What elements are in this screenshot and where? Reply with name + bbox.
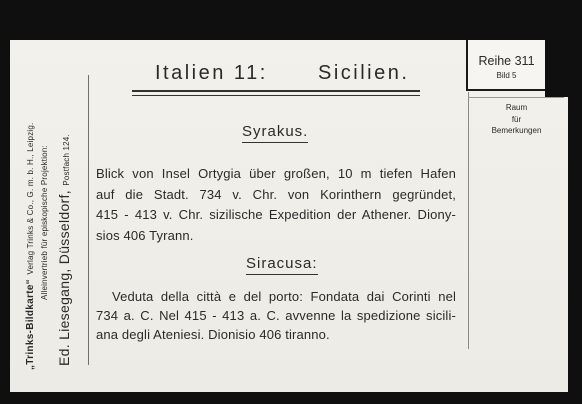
scan-background-corner xyxy=(545,0,582,97)
remarks-label-line: Raum xyxy=(505,103,528,112)
italian-text-line: ana degli Ateniesi. Dionisio 406 tiranno. xyxy=(96,327,330,342)
italian-text-line: Veduta della città e del porto: Fondata dai Corinti nel xyxy=(112,289,456,304)
title-underline-lower xyxy=(132,95,420,97)
series-number: Reihe 311 xyxy=(478,54,535,68)
remarks-box xyxy=(470,102,563,137)
remarks-top-rule xyxy=(468,97,564,98)
card-title-series: Italien 11: xyxy=(155,62,268,84)
italian-heading: Siracusa: xyxy=(246,256,318,275)
german-text-line: Blick von Insel Ortygia über großen, 10 m tiefen Hafen xyxy=(96,166,456,181)
german-text-line: auf die Stadt. 734 v. Chr. von Korinthern gegründet, xyxy=(96,186,456,202)
german-description xyxy=(96,164,456,246)
imprint-brand: „Trinks-Bildkarte“ xyxy=(25,279,36,370)
italian-text-line: 734 a. C. Nel 415 - 413 a. C. avvenne la spedizione sicili- xyxy=(96,308,456,323)
imprint-line-3 xyxy=(57,134,73,366)
imprint-line-1 xyxy=(21,123,37,370)
card-title-region: Sicilien. xyxy=(318,62,410,84)
imprint-distribution: Alleinvertrieb für episkopische Projektion: xyxy=(40,145,49,300)
remarks-column-rule xyxy=(468,92,469,349)
german-text-line: 415 - 413 v. Chr. sizilische Expedition der Athener. Diony- xyxy=(96,207,456,222)
italian-description xyxy=(96,287,456,344)
imprint-publisher: Verlag Trinks & Co., G. m. b. H., Leipzig. xyxy=(26,122,35,275)
imprint-postbox: Postfach 124. xyxy=(62,134,71,186)
german-heading: Syrakus. xyxy=(242,124,308,143)
imprint-distributor: Ed. Liesegang, Düsseldorf, xyxy=(56,190,72,366)
remarks-label-line: Bemerkungen xyxy=(491,126,542,135)
german-text-line: sios 406 Tyrann. xyxy=(96,227,194,243)
publisher-imprint xyxy=(19,74,89,370)
series-box xyxy=(466,40,545,91)
picture-number: Bild 5 xyxy=(496,71,517,80)
remarks-label-line: für xyxy=(511,114,522,124)
left-margin-rule xyxy=(88,75,89,365)
title-underline-upper xyxy=(132,90,420,92)
